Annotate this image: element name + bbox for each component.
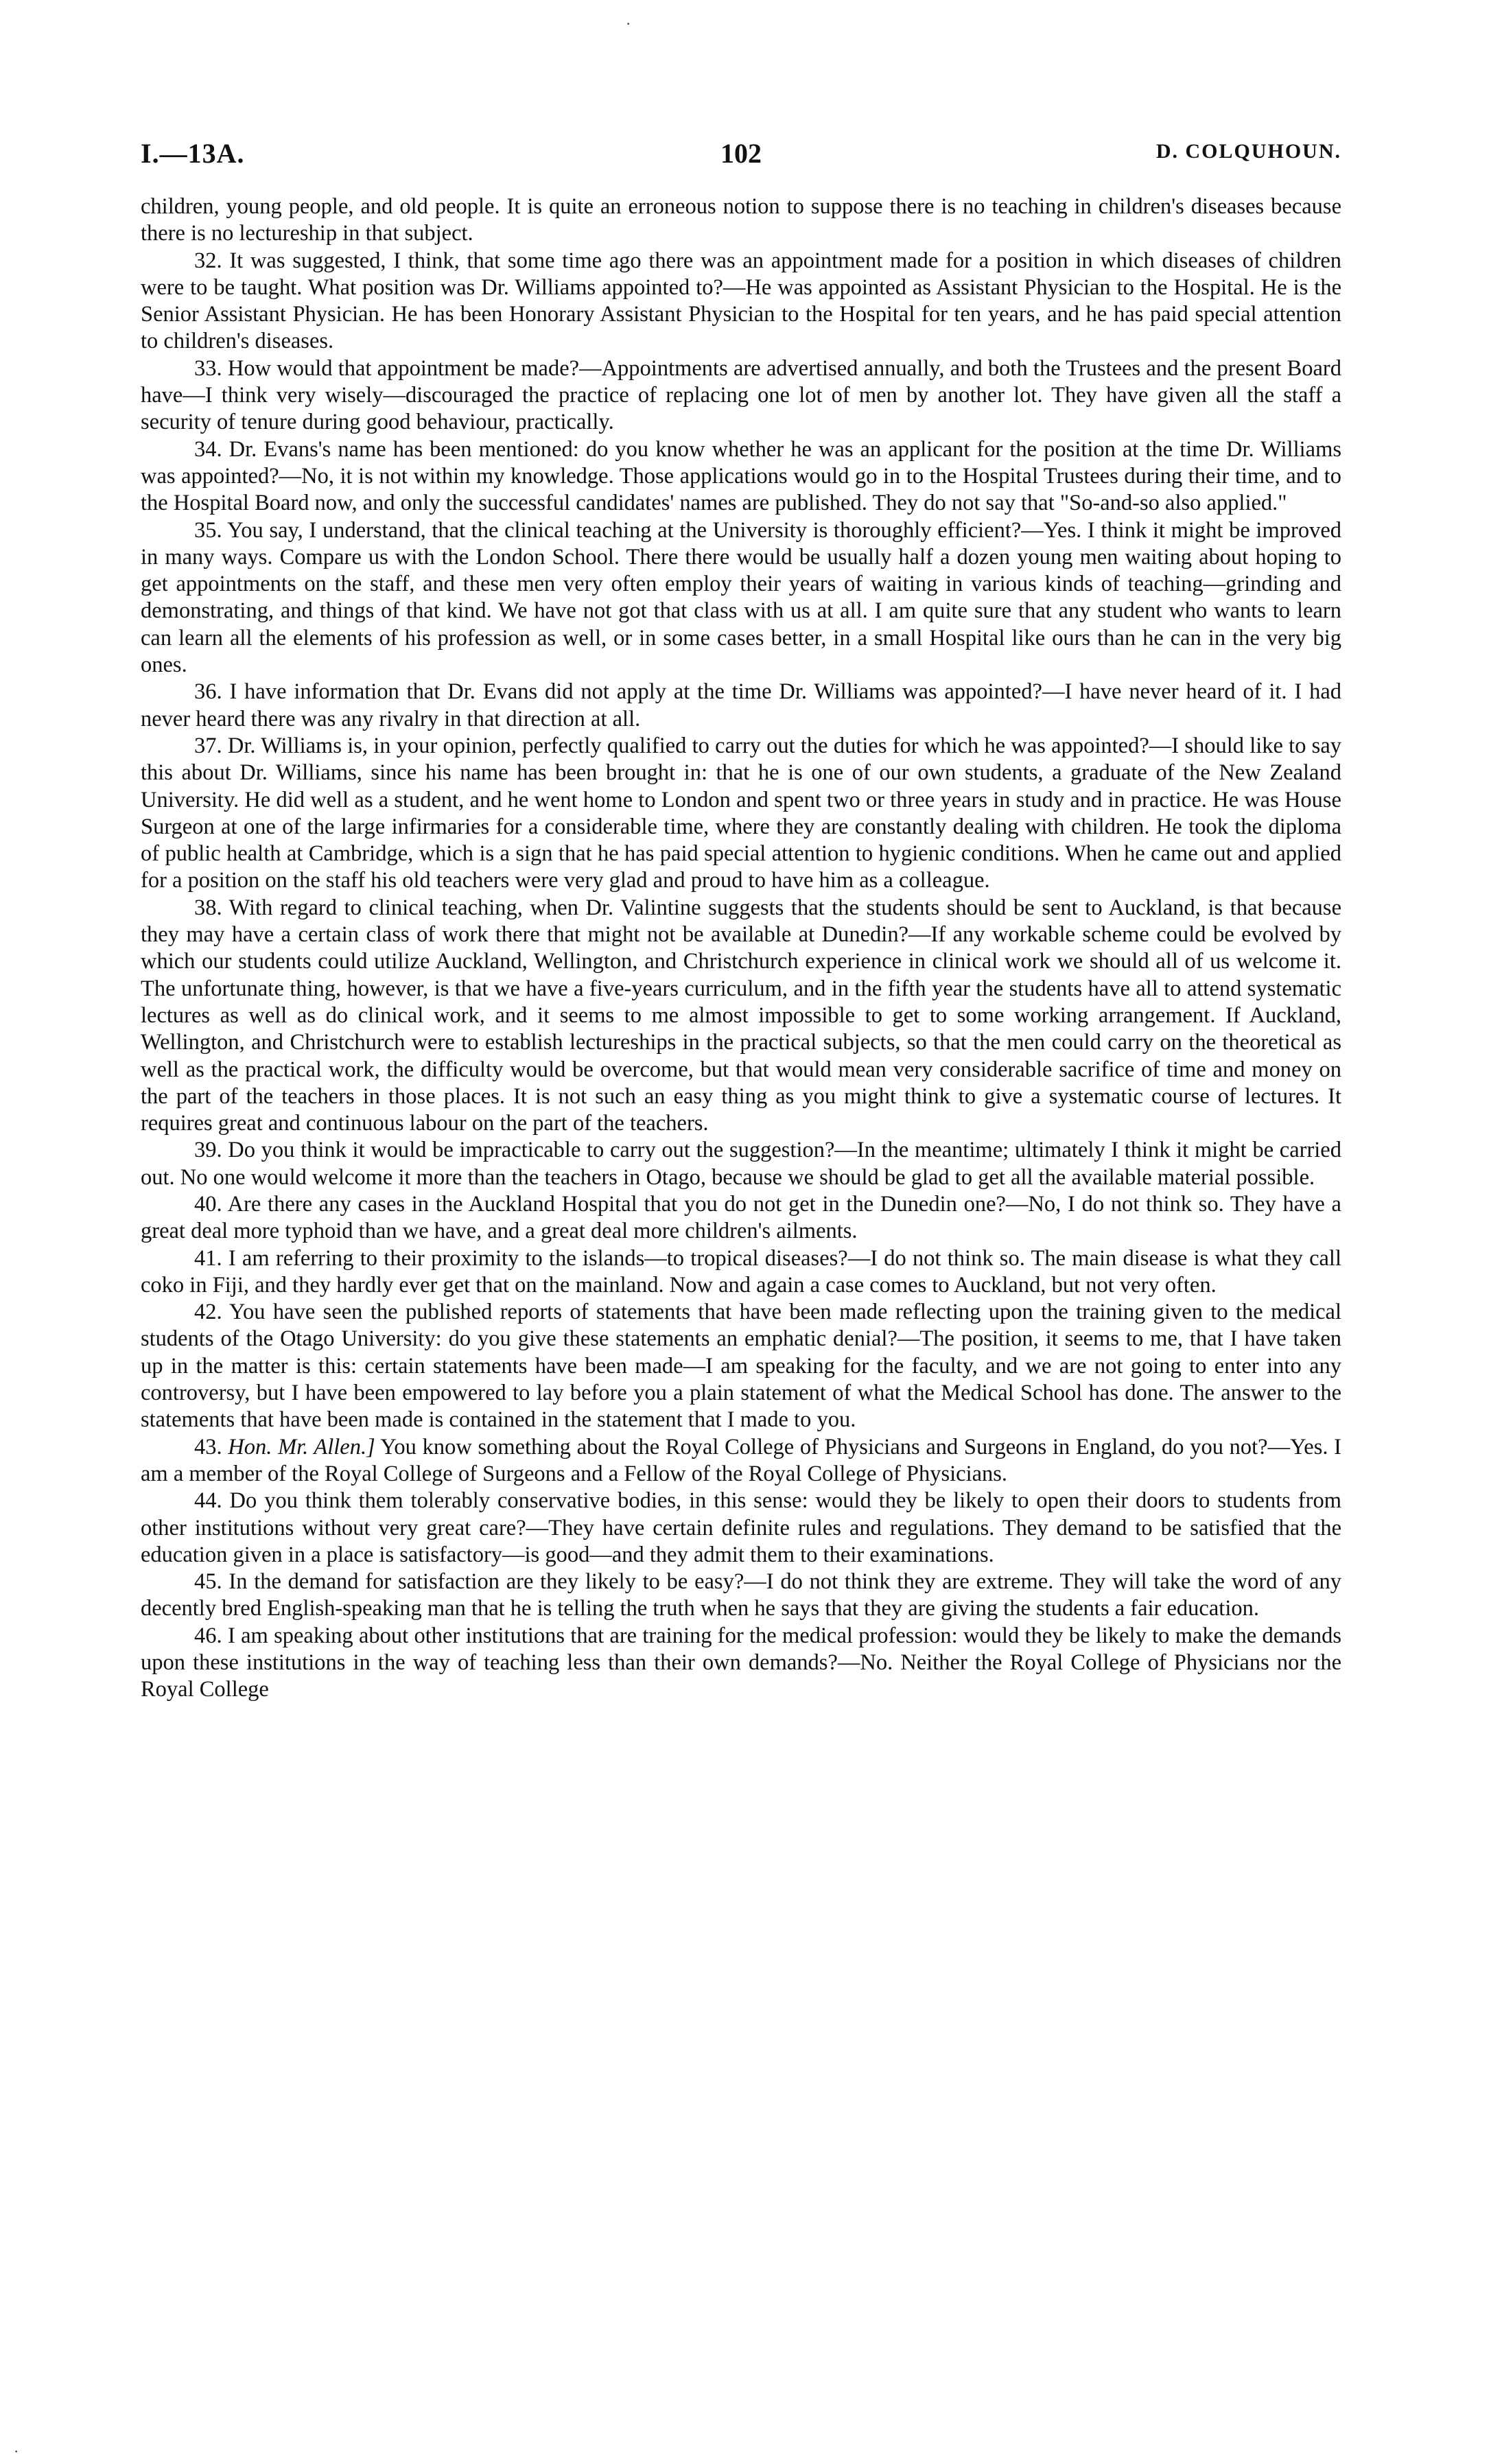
opening-paragraph: children, young people, and old people. It is quite an erroneous notion to suppose there is no teaching in children's diseases because there is no lectureship in that subject.: [141, 194, 1341, 246]
paragraph-37: 37. Dr. Williams is, in your opinion, perfectly qualified to carry out the duties for which he was appointed?—I should like to say this about Dr. Williams, since his name has been brought in: that he is one of our own students, a graduate of the New Zealand University. He did well as a student, and he went home to London and spent two or three years in study and in practice. He was House Surgeon at one of the large infirmaries for a considerable time, where they are constantly dealing with children. He took the diploma of public health at Cambridge, which is a sign that he has paid special attention to hygienic conditions. When he came out and applied for a position on the staff his old teachers were very glad and proud to have him as a colleague.: [141, 733, 1341, 893]
paragraph-40: 40. Are there any cases in the Auckland Hospital that you do not get in the Dunedin one?—No, I do not think so. They have a great deal more typhoid than we have, and a great deal more children's ailments.: [141, 1191, 1341, 1244]
scan-dot-bottom: ·: [14, 2443, 19, 2460]
paragraph-41: 41. I am referring to their proximity to the islands—to tropical diseases?—I do not think so. The main disease is what they call coko in Fiji, and they hardly ever get that on the mainland. Now and again a case comes to Auckland, but not very often.: [141, 1245, 1341, 1298]
page-header: [141, 137, 1341, 178]
speaker-label: Hon. Mr. Allen.]: [228, 1434, 375, 1459]
paragraph-43-text: You know something about the Royal College of Physicians and Surgeons in England, do you not?—Yes. I am a member of the Royal College of Surgeons and a Fellow of the Royal College of Physicians.: [141, 1434, 1341, 1486]
paragraph-36: 36. I have information that Dr. Evans did not apply at the time Dr. Williams was appointed?—I have never heard of it. I had never heard there was any rivalry in that direction at all.: [141, 679, 1341, 731]
paragraph-34: 34. Dr. Evans's name has been mentioned: do you know whether he was an applicant for the position at the time Dr. Williams was appointed?—No, it is not within my knowledge. Those applications would go in to the Hospital Trustees during their time, and to the Hospital Board now, and only the successful candidates' names are published. They do not say that "So-and-so also applied.": [141, 436, 1341, 516]
paragraph-39: 39. Do you think it would be impracticable to carry out the suggestion?—In the meantime; ultimately I think it might be carried out. No one would welcome it more than the teachers in Otago, because we should be glad to get all the available material possible.: [141, 1138, 1341, 1190]
paragraph-43-number: 43.: [194, 1434, 222, 1459]
paragraph-32: 32. It was suggested, I think, that some time ago there was an appointment made for a position in which diseases of children were to be taught. What position was Dr. Williams appointed to?—He was appointed as Assistant Physician to the Hospital. He is the Senior Assistant Physician. He has been Honorary Assistant Physician to the Hospital for ten years, and he has paid special attention to children's diseases.: [141, 248, 1341, 354]
paper-reference: I.—13A.: [141, 138, 245, 169]
paragraph-38: 38. With regard to clinical teaching, when Dr. Valintine suggests that the students should be sent to Auckland, is that because they may have a certain class of work there that might not be available at Dunedin?—If any workable scheme could be evolved by which our students could utilize Auckland, Wellington, and Christchurch experience in clinical work we should all of us welcome it. The unfortunate thing, however, is that we have a five-years curriculum, and in the fifth year the students have all to attend systematic lectures as well as do clinical work, and it seems to me almost impossible to get to some working arrangement. If Auckland, Wellington, and Christchurch were to establish lectureships in the practical subjects, so that the men could carry on the theoretical as well as the practical work, the difficulty would be overcome, but that would mean very considerable sacrifice of time and money on the part of the teachers in those places. It is not such an easy thing as you might think to give a systematic course of lectures. It requires great and continuous labour on the part of the teachers.: [141, 895, 1341, 1136]
paragraph-43: [141, 1434, 1341, 1488]
paragraph-42: 42. You have seen the published reports of statements that have been made reflecting upon the training given to the medical students of the Otago University: do you give these statements an emphatic denial?—The position, it seems to me, that I have taken up in the matter is this: certain statements have been made—I am speaking for the faculty, and we are not going to enter into any controversy, but I have been empowered to lay before you a plain statement of what the Medical School has done. The answer to the statements that have been made is contained in the statement that I made to you.: [141, 1300, 1341, 1433]
paragraph-35: 35. You say, I understand, that the clinical teaching at the University is thoroughly efficient?—Yes. I think it might be improved in many ways. Compare us with the London School. There there would be usually half a dozen young men waiting about hoping to get appointments on the staff, and these men very often employ their years of waiting in various kinds of teaching—grinding and demonstrating, and things of that kind. We have not got that class with us at all. I am quite sure that any student who wants to learn can learn all the elements of his profession as well, or in some cases better, in a small Hospital like ours than he can in the very big ones.: [141, 517, 1341, 678]
document-page: [141, 137, 1341, 2402]
witness-name: D. COLQUHOUN.: [1155, 140, 1341, 163]
body-text: [141, 193, 1341, 1704]
paragraph-46: 46. I am speaking about other institutions that are training for the medical profession: would they be likely to make the demands upon these institutions in the way of teaching less than their own demands?—No. Neither the Royal College of Physicians nor the Royal College: [141, 1623, 1341, 1702]
scan-dot-top: ·: [626, 15, 631, 32]
paragraph-45: 45. In the demand for satisfaction are they likely to be easy?—I do not think they are extreme. They will take the word of any decently bred English-speaking man that he is telling the truth when he says that they are giving the students a fair education.: [141, 1569, 1341, 1621]
paragraph-44: 44. Do you think them tolerably conservative bodies, in this sense: would they be likely to open their doors to students from other institutions without very great care?—They have certain definite rules and regulations. They demand to be satisfied that the education given in a place is satisfactory—is good—and they admit them to their examinations.: [141, 1488, 1341, 1567]
paragraph-33: 33. How would that appointment be made?—Appointments are advertised annually, and both the Trustees and the present Board have—I think very wisely—discouraged the practice of replacing one lot of men by another lot. They have given all the staff a security of tenure during good behaviour, practically.: [141, 355, 1341, 435]
page-number: 102: [720, 138, 762, 169]
